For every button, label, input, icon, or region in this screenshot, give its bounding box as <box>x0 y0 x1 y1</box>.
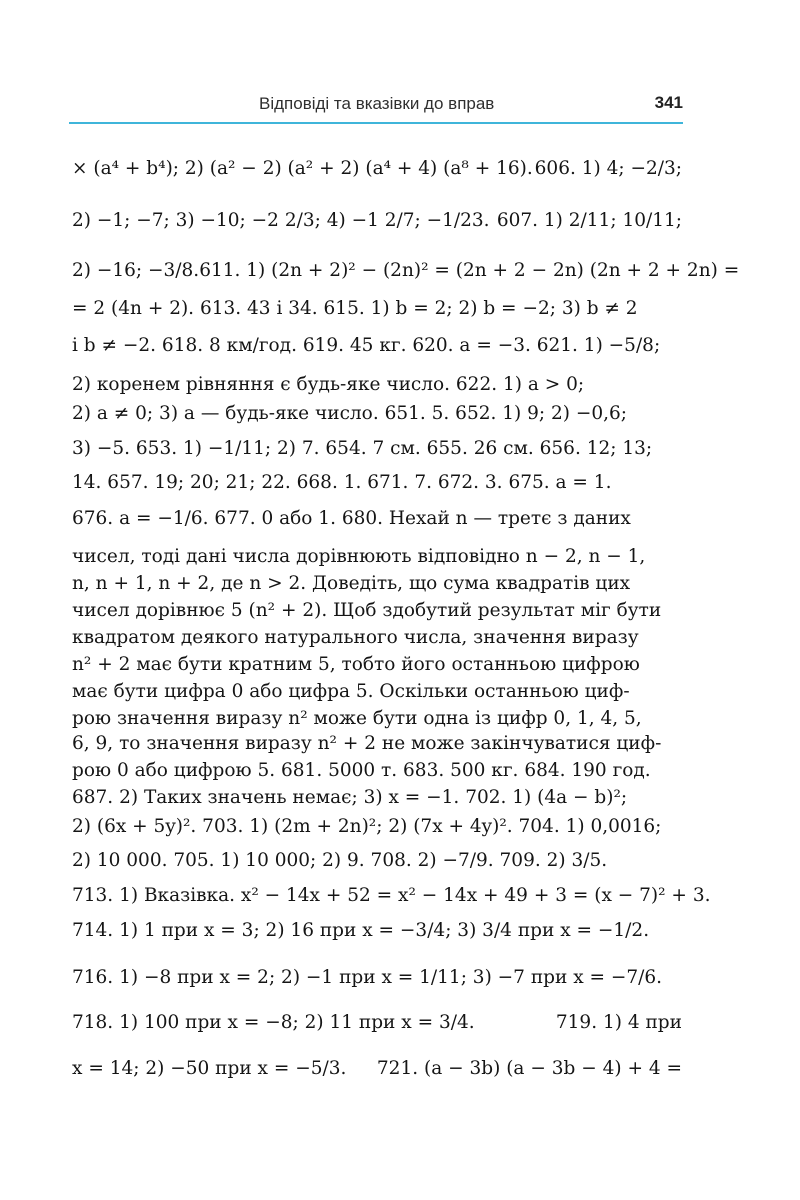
text-line: і b ≠ −2. 618. 8 км/год. 619. 45 кг. 620. a = −3. 621. 1) −5/8; <box>72 335 661 356</box>
text-line: × (a⁴ + b⁴); 2) (a² − 2) (a² + 2) (a⁴ + 4) (a⁸ + 16). 606. 1) 4; −2/3; <box>72 158 682 179</box>
text-line: рою 0 або цифрою 5. 681. 5000 т. 683. 500 кг. 684. 190 год. <box>72 760 651 781</box>
text-line: 2) a ≠ 0; 3) a — будь-яке число. 651. 5. 652. 1) 9; 2) −0,6; <box>72 403 628 424</box>
text-line: 687. 2) Таких значень немає; 3) x = −1. 702. 1) (4a − b)²; <box>72 787 628 808</box>
text-line: має бути цифра 0 або цифра 5. Оскільки останньою циф- <box>72 681 630 702</box>
running-title: Відповіді та вказівки до вправ <box>259 94 495 113</box>
page-number: 341 <box>654 93 683 112</box>
text-line: n, n + 1, n + 2, де n > 2. Доведіть, що сума квадратів цих <box>72 573 631 594</box>
text-line: 713. 1) Вказівка. x² − 14x + 52 = x² − 14x + 49 + 3 = (x − 7)² + 3. <box>72 885 711 906</box>
text-line: 6, 9, то значення виразу n² + 2 не може закінчуватися циф- <box>72 733 662 754</box>
text-line: 714. 1) 1 при x = 3; 2) 16 при x = −3/4; 3) 3/4 при x = −1/2. <box>72 920 650 941</box>
text-line: квадратом деякого натурального числа, значення виразу <box>72 627 639 648</box>
text-line: 2) −1; −7; 3) −10; −2 2/3; 4) −1 2/7; −1/23. 607. 1) 2/11; 10/11; <box>72 210 682 231</box>
header-rule <box>69 122 683 124</box>
text-line: 676. a = −1/6. 677. 0 або 1. 680. Нехай n — третє з даних <box>72 508 631 529</box>
page-header <box>69 90 683 124</box>
text-line: рою значення виразу n² може бути одна із цифр 0, 1, 4, 5, <box>72 708 642 729</box>
text-line: = 2 (4n + 2). 613. 43 і 34. 615. 1) b = 2; 2) b = −2; 3) b ≠ 2 <box>72 298 638 319</box>
text-line: n² + 2 має бути кратним 5, тобто його останньою цифрою <box>72 654 640 675</box>
text-line: 3) −5. 653. 1) −1/11; 2) 7. 654. 7 см. 655. 26 см. 656. 12; 13; <box>72 438 653 459</box>
text-line: 718. 1) 100 при x = −8; 2) 11 при x = 3/4. 719. 1) 4 при <box>72 1012 682 1033</box>
text-line: 2) коренем рівняння є будь-яке число. 622. 1) a > 0; <box>72 374 585 395</box>
text-line: 2) (6x + 5y)². 703. 1) (2m + 2n)²; 2) (7x + 4y)². 704. 1) 0,0016; <box>72 816 662 837</box>
text-line: 716. 1) −8 при x = 2; 2) −1 при x = 1/11; 3) −7 при x = −7/6. <box>72 967 663 988</box>
text-line: x = 14; 2) −50 при x = −5/3. 721. (a − 3b) (a − 3b − 4) + 4 = <box>72 1058 682 1079</box>
text-line: чисел дорівнює 5 (n² + 2). Щоб здобутий результат міг бути <box>72 600 662 621</box>
text-line: 2) 10 000. 705. 1) 10 000; 2) 9. 708. 2) −7/9. 709. 2) 3/5. <box>72 850 608 871</box>
text-line: чисел, тоді дані числа дорівнюють відповідно n − 2, n − 1, <box>72 546 646 567</box>
text-line: 14. 657. 19; 20; 21; 22. 668. 1. 671. 7. 672. 3. 675. a = 1. <box>72 472 612 493</box>
text-line: 2) −16; −3/8. 611. 1) (2n + 2)² − (2n)² = (2n + 2 − 2n) (2n + 2 + 2n) = <box>72 260 740 281</box>
